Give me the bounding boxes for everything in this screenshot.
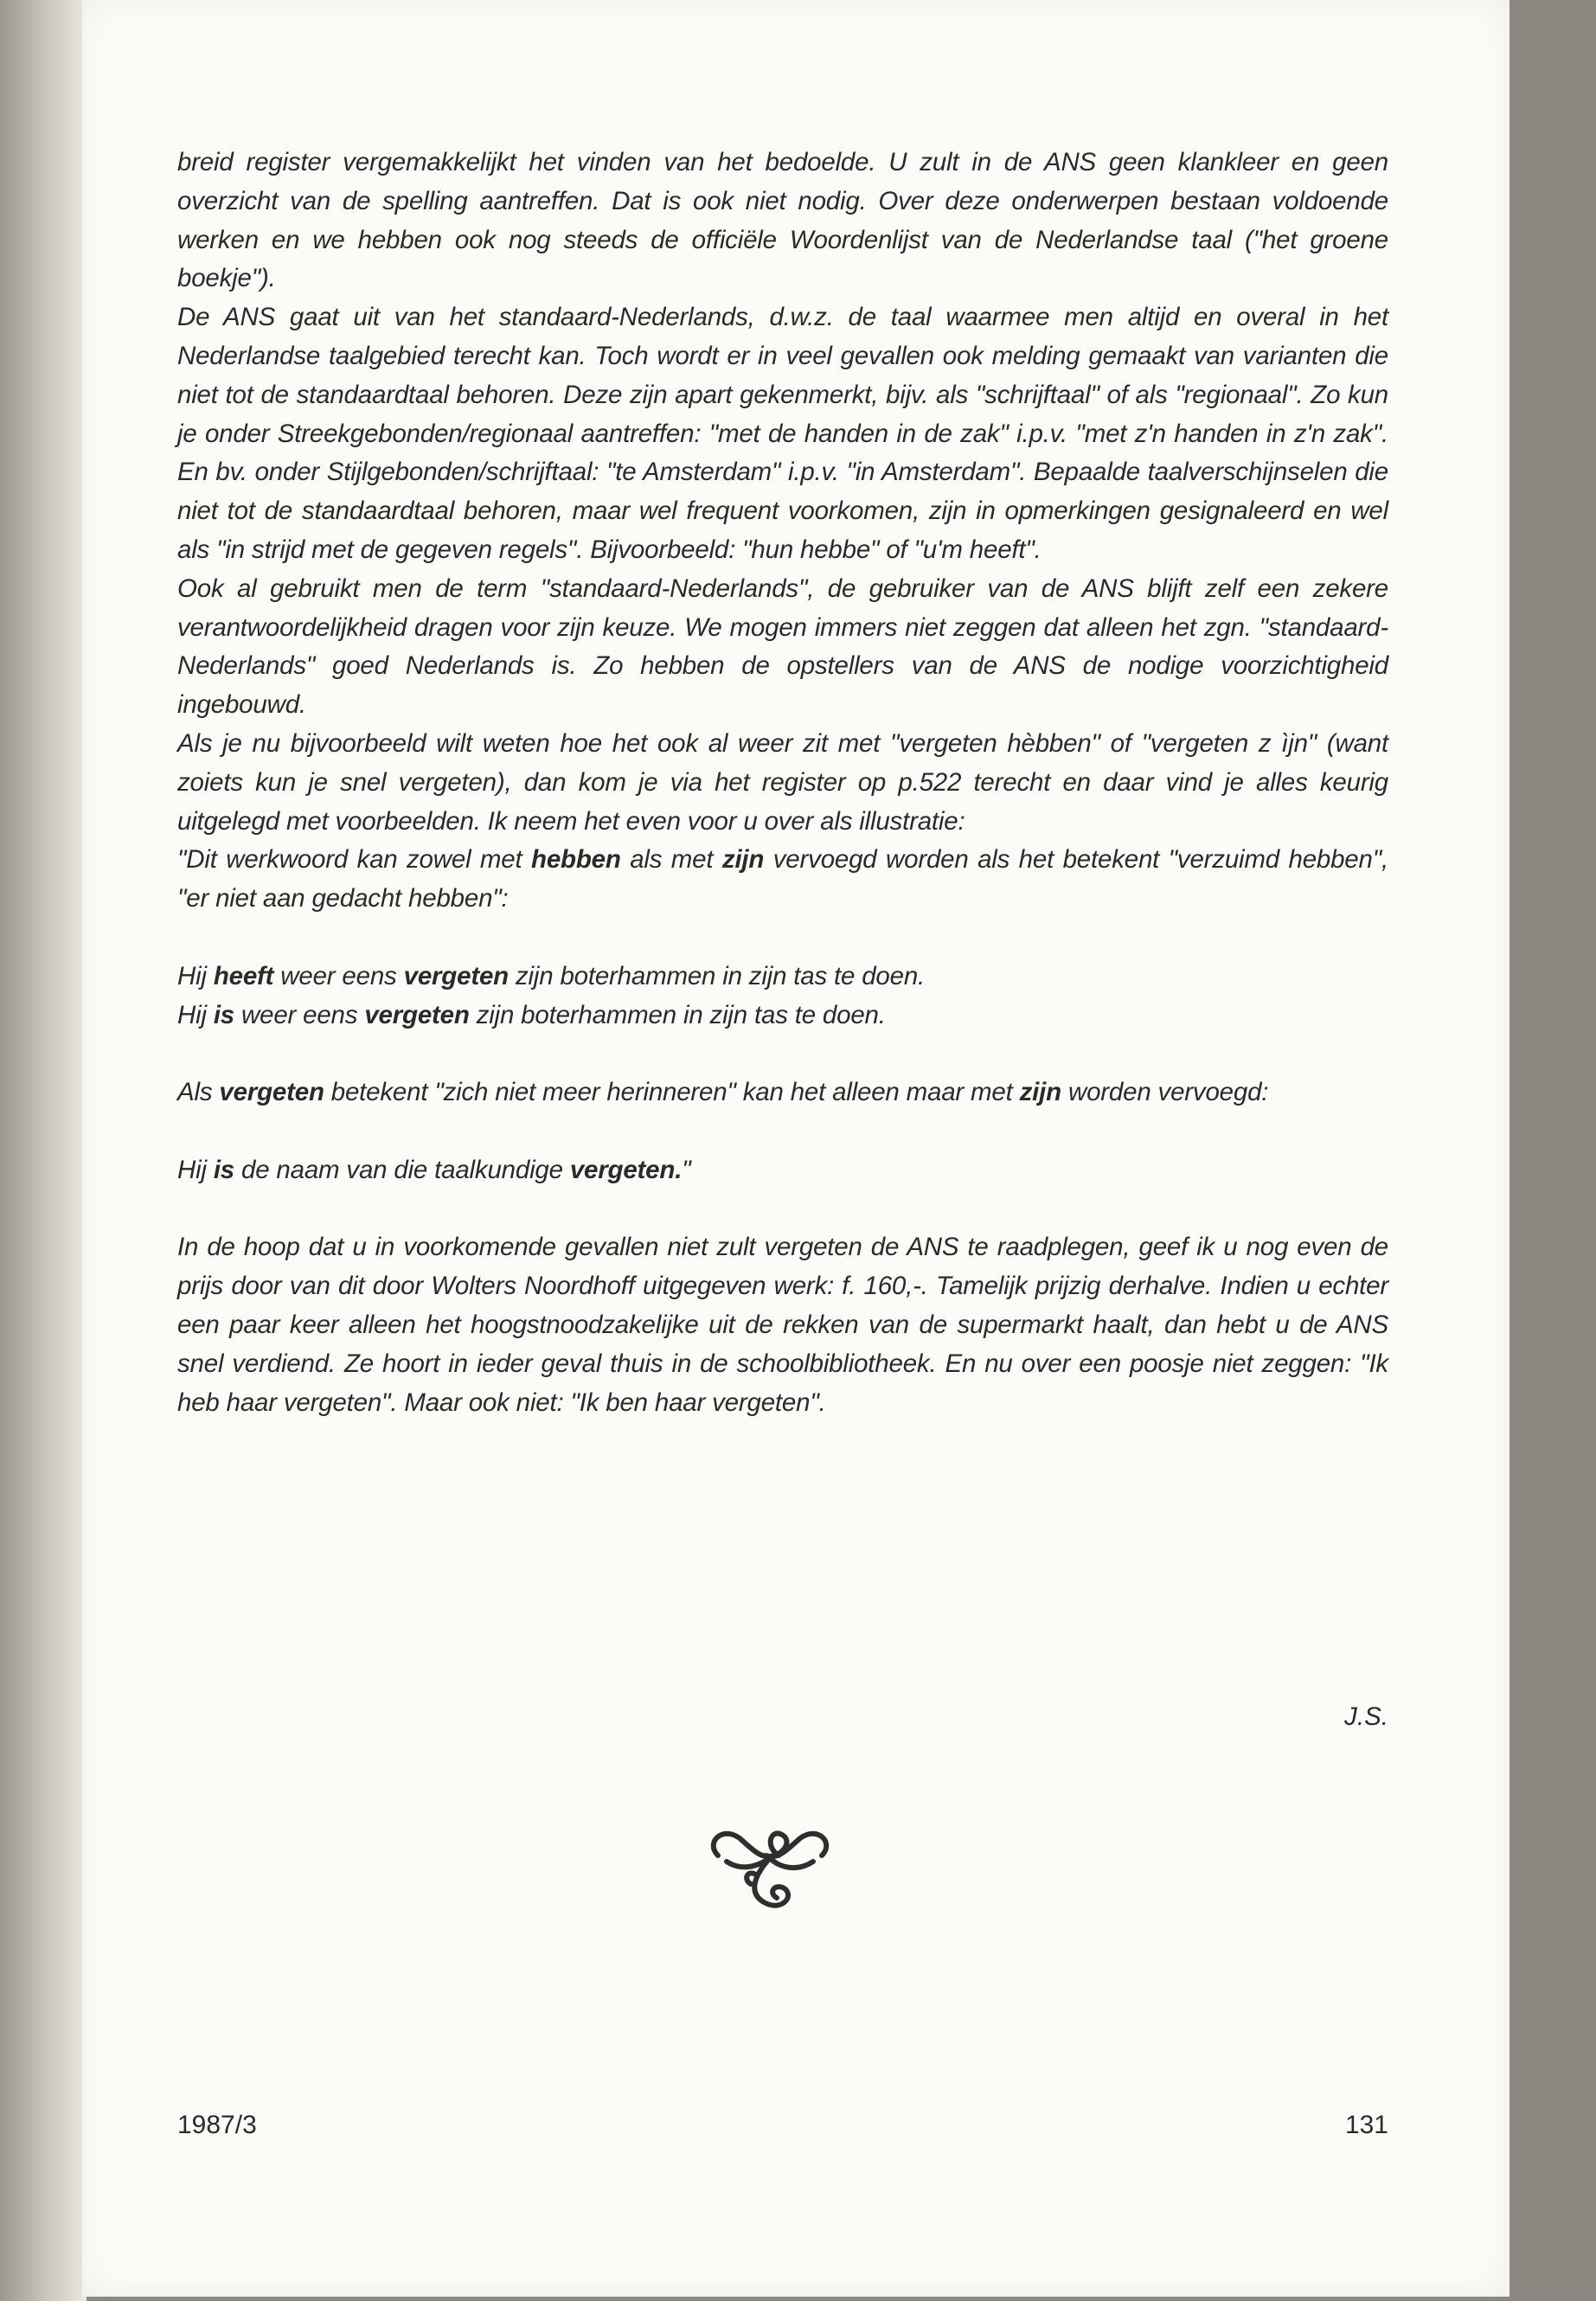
document-page (82, 0, 1509, 2297)
paragraph-prijs: In de hoop dat u in voorkomende gevallen niet zult vergeten de ANS te raadplegen, geef ik u nog even de prijs door van dit door Wolters Noordhoff uitgegeven werk: f. 160,-. Tamelijk prijzig derhalve. Indien u echter een paar keer alleen het hoogstnoodzakelijke uit de rekken van de supermarkt haalt, dan hebt u de ANS snel verdiend. Ze hoort in ieder geval thuis in de schoolbibliotheek. En nu over een poosje niet zeggen: "Ik heb haar vergeten". Maar ook niet: "Ik ben haar vergeten". (177, 1233, 1388, 1417)
paragraph-register: breid register vergemakkelijkt het vinden van het bedoelde. U zult in de ANS geen klankleer en geen overzicht van de spelling aantreffen. Dat is ook niet nodig. Over deze onderwerpen bestaan voldoende werken en we hebben ook nog steeds de officiële Woordenlijst van de Nederlandse taal ("het groene boekje"). (177, 148, 1388, 293)
paragraph-verantwoordelijkheid: Ook al gebruikt men de term "standaard-Nederlands", de gebruiker van de ANS blijft zelf een zekere verantwoordelijkheid dragen voor zijn keuze. We mogen immers niet zeggen dat alleen het zgn. "standaard-Nederlands" goed Nederlands is. Zo hebben de opstellers van de ANS de nodige voorzichtigheid ingebouwd. (177, 574, 1388, 720)
example-heeft: Hij heeft weer eens vergeten zijn boterhammen in zijn tas te doen. (177, 961, 926, 990)
paragraph-vergeten-register: Als je nu bijvoorbeeld wilt weten hoe het ook al weer zit met "vergeten hèbben" of "vergeten z ìjn" (want zoiets kun je snel vergeten), dan kom je via het register op p.522 terecht en daar vind je alles keurig uitgelegd met voorbeelden. Ik neem het even voor u over als illustratie: (177, 728, 1388, 836)
author-signature: J.S. (1344, 1702, 1388, 1731)
example-naam-vergeten: Hij is de naam van die taalkundige vergeten." (177, 1155, 691, 1184)
decorative-flourish-icon (701, 1808, 839, 1929)
quote-intro: "Dit werkwoord kan zowel met hebben als met zijn vervoegd worden als het betekent "verzuimd hebben", "er niet aan gedacht hebben": (177, 845, 1388, 913)
issue-number: 1987/3 (177, 2111, 257, 2139)
scan-edge (0, 0, 87, 2301)
paragraph-standaard-nederlands: De ANS gaat uit van het standaard-Nederlands, d.w.z. de taal waarmee men altijd en overal in het Nederlandse taalgebied terecht kan. Toch wordt er in veel gevallen ook melding gemaakt van varianten die niet tot de standaardtaal behoren. Deze zijn apart gekenmerkt, bijv. als "schrijftaal" of als "regionaal". Zo kun je onder Streekgebonden/regionaal aantreffen: "met de handen in de zak" i.p.v. "met z'n handen in z'n zak". En bv. onder Stijlgebonden/schrijftaal: "te Amsterdam" i.p.v. "in Amsterdam". Bepaalde taalverschijnselen die niet tot de standaardtaal behoren, maar wel frequent voorkomen, zijn in opmerkingen gesignaleerd en wel als "in strijd met de gegeven regels". Bijvoorbeeld: "hun hebbe" of "u'm heeft". (177, 303, 1388, 564)
example-is: Hij is weer eens vergeten zijn boterhammen in zijn tas te doen. (177, 1000, 886, 1029)
body-text (177, 144, 1388, 1422)
page-number: 131 (1344, 2111, 1388, 2139)
quote-herinneren: Als vergeten betekent "zich niet meer herinneren" kan het alleen maar met zijn worden vervoegd: (177, 1078, 1269, 1107)
